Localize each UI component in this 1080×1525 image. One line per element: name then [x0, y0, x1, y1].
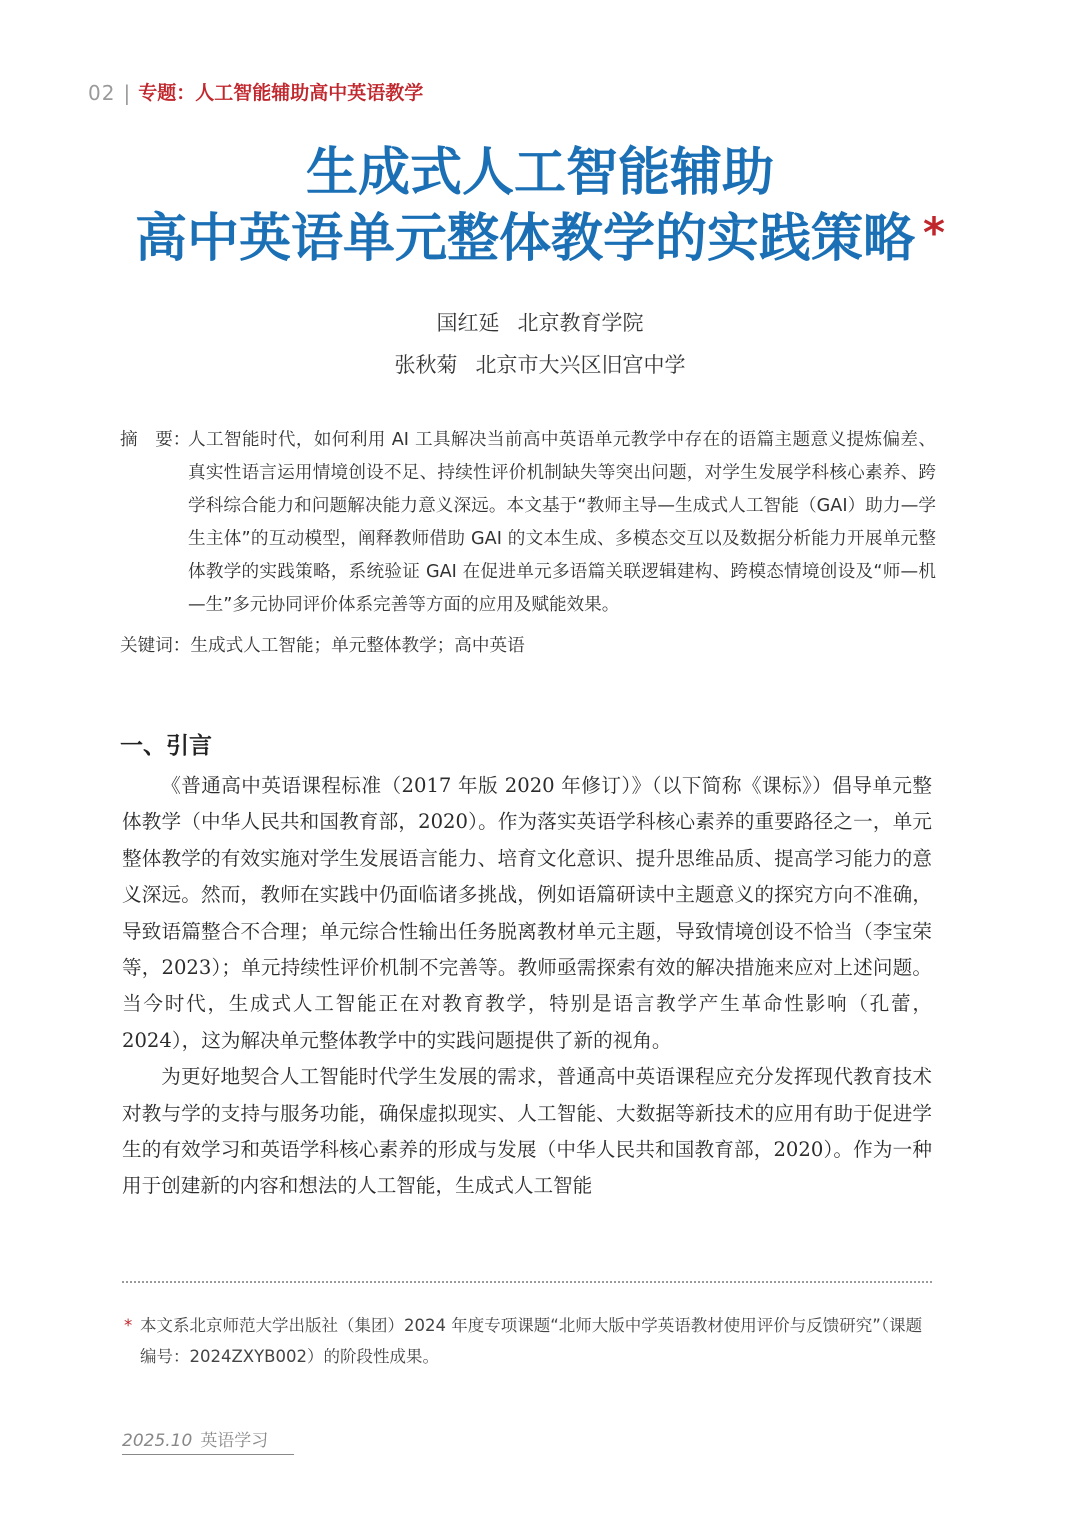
header-separator: | — [123, 81, 131, 105]
running-header — [88, 80, 423, 106]
author-line-1 — [0, 302, 1080, 344]
title-line-2-text: 高中英语单元整体教学的实践策略 — [135, 209, 916, 269]
abstract-text: 人工智能时代，如何利用 AI 工具解决当前高中英语单元教学中存在的语篇主题意义提炼偏差、真实性语言运用情境创设不足、持续性评价机制缺失等突出问题，对学生发展学科核心素养、跨学科综合能力和问题解决能力意义深远。本文基于“教师主导—生成式人工智能（GAI）助力—学生主体”的互动模型，阐释教师借助 GAI 的文本生成、多模态交互以及数据分析能力开展单元整体教学的实践策略，系统验证 GAI 在促进单元多语篇关联逻辑建构、跨模态情境创设及“师—机—生”多元协同评价体系完善等方面的应用及赋能效果。 — [188, 430, 936, 615]
keywords-text: 生成式人工智能；单元整体教学；高中英语 — [190, 636, 525, 656]
author-name: 张秋菊 — [394, 353, 458, 377]
footnote-mark: * — [124, 1316, 133, 1335]
abstract — [120, 424, 936, 622]
abstract-label: 摘 要： — [120, 430, 191, 450]
title-footnote-star: * — [923, 208, 945, 257]
author-name: 国红延 — [436, 311, 500, 335]
section-body — [122, 768, 932, 1205]
title-line-2 — [0, 206, 1080, 272]
author-block — [0, 302, 1080, 386]
page-number: 02 — [88, 81, 116, 105]
title-line-1: 生成式人工智能辅助 — [305, 143, 774, 203]
article-title — [0, 140, 1080, 272]
section-heading-introduction: 一、引言 — [120, 733, 212, 759]
author-affiliation: 北京市大兴区旧宫中学 — [475, 353, 686, 377]
footer-issue: 2025.10 — [122, 1431, 193, 1451]
running-footer — [122, 1428, 294, 1455]
footnote-divider — [122, 1281, 932, 1283]
body-paragraph: 为更好地契合人工智能时代学生发展的需求，普通高中英语课程应充分发挥现代教育技术对教与学的支持与服务功能，确保虚拟现实、人工智能、大数据等新技术的应用有助于促进学生的有效学习和英语学科核心素养的形成与发展（中华人民共和国教育部，2020）。作为一种用于创建新的内容和想法的人工智能，生成式人工智能 — [122, 1065, 932, 1198]
keywords-label: 关键词： — [120, 636, 191, 656]
keywords — [120, 630, 936, 663]
author-line-2 — [0, 344, 1080, 386]
footer-journal: 英语学习 — [200, 1431, 269, 1451]
body-paragraph: 《普通高中英语课程标准（2017 年版 2020 年修订）》（以下简称《课标》）倡导单元整体教学（中华人民共和国教育部，2020）。作为落实英语学科核心素养的重要路径之一，单元整体教学的有效实施对学生发展语言能力、培育文化意识、提升思维品质、提高学习能力的意义深远。然而，教师在实践中仍面临诸多挑战，例如语篇研读中主题意义的探究方向不准确，导致语篇整合不合理；单元综合性输出任务脱离教材单元主题，导致情境创设不恰当（李宝荣等，2023）；单元持续性评价机制不完善等。教师亟需探索有效的解决措施来应对上述问题。当今时代，生成式人工智能正在对教育教学，特别是语言教学产生革命性影响（孔蕾，2024），这为解决单元整体教学中的实践问题提供了新的视角。 — [122, 774, 932, 1052]
footnote — [122, 1310, 934, 1372]
footnote-text: 本文系北京师范大学出版社（集团）2024 年度专项课题“北师大版中学英语教材使用评价与反馈研究”（课题编号：2024ZXYB002）的阶段性成果。 — [140, 1316, 923, 1366]
author-affiliation: 北京教育学院 — [517, 311, 644, 335]
header-topic: 专题：人工智能辅助高中英语教学 — [138, 82, 424, 104]
